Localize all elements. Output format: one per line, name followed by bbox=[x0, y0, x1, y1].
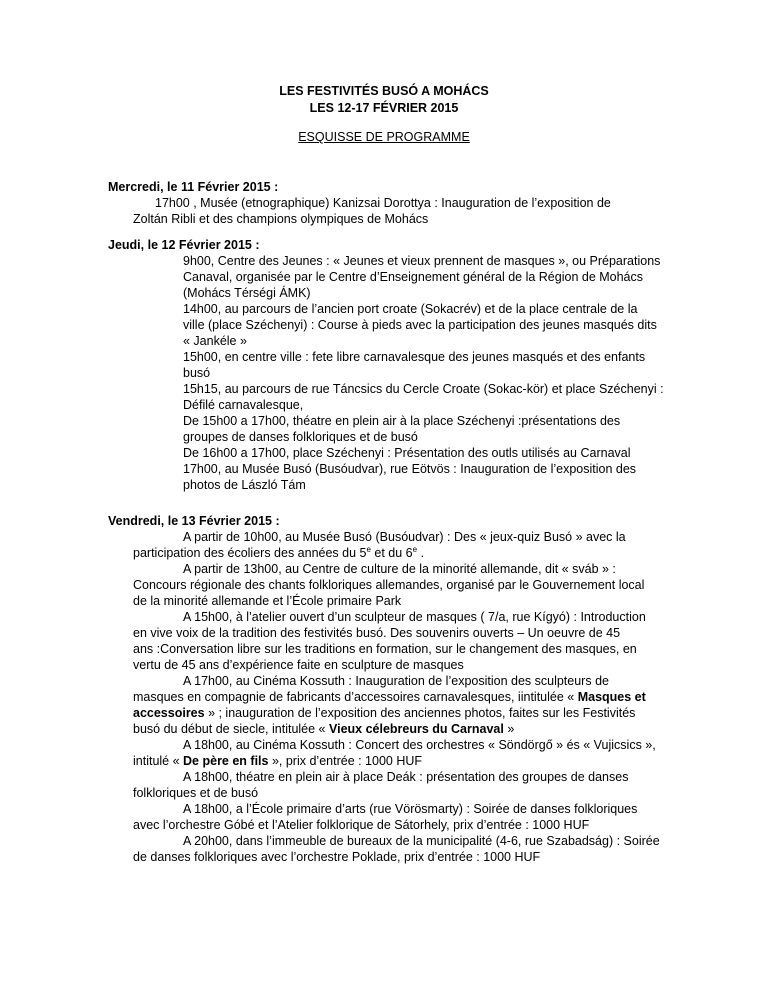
program-line: 14h00, au parcours de l’ancien port croate (Sokacrév) et de la place centrale de la bbox=[183, 302, 638, 316]
day-heading-thursday: Jeudi, le 12 Février 2015 : bbox=[108, 238, 260, 252]
program-line: A 18h00, au Cinéma Kossuth : Concert des orchestres « Söndörgő » és « Vujicsics », bbox=[183, 738, 656, 752]
program-line: Zoltán Ribli et des champions olympiques de Mohács bbox=[133, 212, 429, 226]
program-line: (Mohács Térségi ÁMK) bbox=[183, 286, 311, 300]
program-line: intitulé « De père en fils », prix d’entrée : 1000 HUF bbox=[133, 754, 423, 768]
document-subtitle: ESQUISSE DE PROGRAMME bbox=[298, 130, 470, 144]
program-line: 15h15, au parcours de rue Táncsics du Cercle Croate (Sokac-kör) et place Széchenyi : bbox=[183, 382, 664, 396]
program-line: ville (place Széchenyi) : Course à pieds avec la participation des jeunes masqués dits bbox=[183, 318, 657, 332]
day-heading-wednesday: Mercredi, le 11 Février 2015 : bbox=[108, 180, 279, 194]
program-line: participation des écoliers des années du 5e et du 6e . bbox=[133, 544, 425, 560]
program-line: Défilé carnavalesque, bbox=[183, 398, 304, 412]
program-line: ans :Conversation libre sur les traditions en formation, sur le changement des masques, en bbox=[133, 642, 637, 656]
program-line: De 16h00 a 17h00, place Széchenyi : Présentation des outls utilisés au Carnaval bbox=[183, 446, 631, 460]
program-line: Canaval, organisée par le Centre d’Enseignement général de la Région de Mohács bbox=[183, 270, 644, 284]
program-line: 17h00 , Musée (etnographique) Kanizsai Dorottya : Inauguration de l’exposition de bbox=[155, 196, 611, 210]
program-line: masques en compagnie de fabricants d’accessoires carnavalesques, iintitulée « Masques et bbox=[133, 690, 646, 704]
program-line: A 20h00, dans l’immeuble de bureaux de la municipalité (4-6, rue Szabadság) : Soirée bbox=[183, 834, 660, 848]
program-line: groupes de danses folkloriques et de busó bbox=[183, 430, 418, 444]
program-line: avec l’orchestre Góbé et l’Atelier folklorique de Sátorhely, prix d’entrée : 1000 HUF bbox=[133, 818, 590, 832]
program-line: vertu de 45 ans d’expérience faite en sculpture de masques bbox=[133, 658, 464, 672]
program-line: A partir de 10h00, au Musée Busó (Busóudvar) : Des « jeux-quiz Busó » avec la bbox=[183, 530, 626, 544]
program-line: A 18h00, a l’École primaire d’arts (rue Vörösmarty) : Soirée de danses folkloriques bbox=[183, 802, 638, 816]
program-line: A 17h00, au Cinéma Kossuth : Inauguration de l’exposition des sculpteurs de bbox=[183, 674, 609, 688]
program-line: A 18h00, théatre en plein air à place Deák : présentation des groupes de danses bbox=[183, 770, 629, 784]
document-dates: LES 12-17 FÉVRIER 2015 bbox=[309, 101, 459, 115]
program-line: 15h00, en centre ville : fete libre carnavalesque des jeunes masqués et des enfants bbox=[183, 350, 646, 364]
program-line: photos de László Tám bbox=[183, 478, 306, 492]
program-line: de danses folkloriques avec l’orchestre Poklade, prix d’entrée : 1000 HUF bbox=[133, 850, 541, 864]
program-line: Concours régionale des chants folkloriques allemandes, organisé par le Gouvernement local bbox=[133, 578, 645, 592]
program-line: busó bbox=[183, 366, 211, 380]
program-line: « Jankéle » bbox=[183, 334, 247, 348]
program-line: busó du début de siecle, intitulée « Vieux célebreurs du Carnaval » bbox=[133, 722, 515, 736]
program-line: accessoires » ; inauguration de l’exposition des anciennes photos, faites sur les Festivités bbox=[133, 706, 636, 720]
program-line: de la minorité allemande et l’École primaire Park bbox=[133, 594, 402, 608]
program-line: 9h00, Centre des Jeunes : « Jeunes et vieux prennent de masques », ou Préparations bbox=[183, 254, 661, 268]
program-line: en vive voix de la tradition des festivités busó. Des souvenirs ouverts – Un oeuvre de 45 bbox=[133, 626, 621, 640]
document-title: LES FESTIVITÉS BUSÓ A MOHÁCS bbox=[279, 84, 489, 98]
program-line: 17h00, au Musée Busó (Busóudvar), rue Eötvös : Inauguration de l’exposition des bbox=[183, 462, 637, 476]
program-line: A 15h00, à l’atelier ouvert d’un sculpteur de masques ( 7/a, rue Kígyó) : Introduction bbox=[183, 610, 646, 624]
program-line: A partir de 13h00, au Centre de culture de la minorité allemande, dit « sváb » : bbox=[183, 562, 616, 576]
program-line: folkloriques et de busó bbox=[133, 786, 259, 800]
day-heading-friday: Vendredi, le 13 Février 2015 : bbox=[108, 514, 280, 528]
program-line: De 15h00 a 17h00, théatre en plein air à la place Széchenyi :présentations des bbox=[183, 414, 621, 428]
